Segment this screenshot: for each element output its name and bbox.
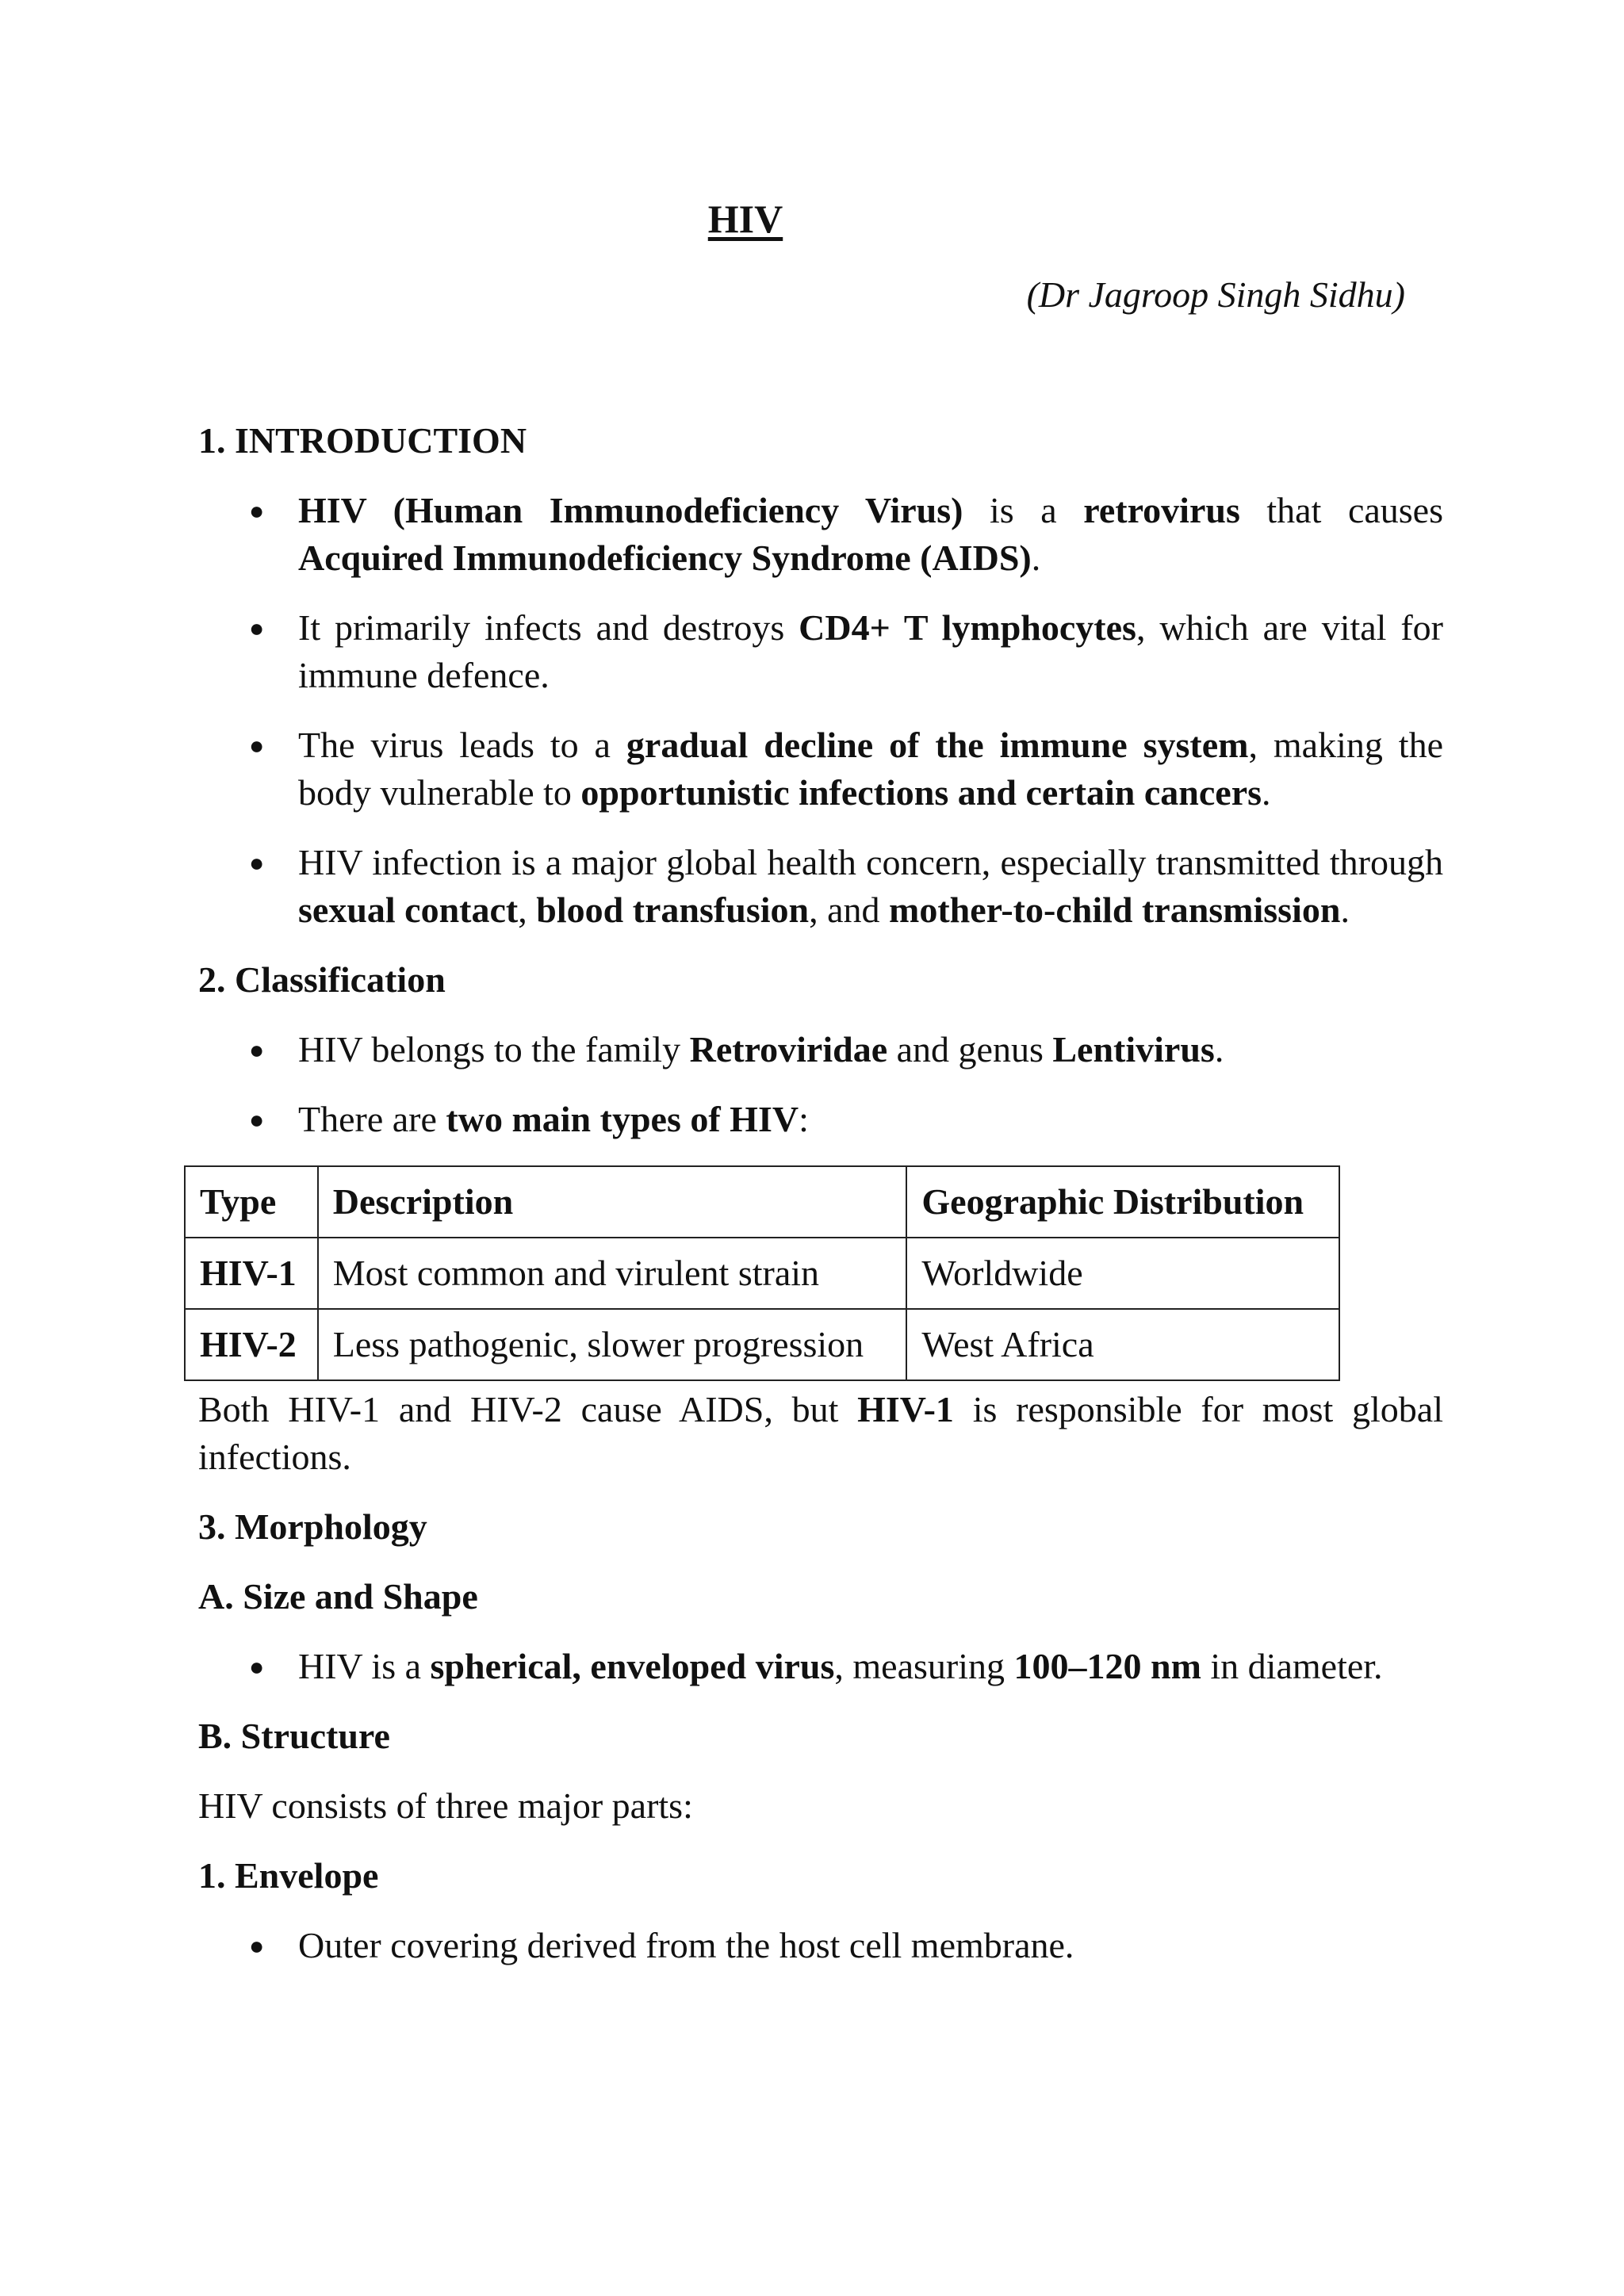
bold-text: 100–120 nm	[1013, 1646, 1201, 1686]
table-cell-distribution: Worldwide	[906, 1238, 1339, 1309]
classification-bullet-list	[198, 1026, 1443, 1143]
author-name: (Dr Jagroop Singh Sidhu)	[1026, 274, 1405, 315]
bullet-icon: ●	[249, 1931, 265, 1960]
table-row	[185, 1309, 1339, 1380]
text-run: that causes	[1239, 490, 1443, 530]
list-item	[198, 839, 1443, 934]
size-bullet-list	[198, 1643, 1443, 1690]
text-run: is responsible for most global infections.	[198, 1389, 1443, 1477]
subheading-size-shape: A. Size and Shape	[198, 1576, 478, 1617]
subheading-structure: B. Structure	[198, 1716, 390, 1756]
bold-text: CD4+ T lymphocytes	[799, 607, 1136, 648]
subheading-envelope: 1. Envelope	[198, 1855, 379, 1896]
table-cell-type: HIV-2	[185, 1309, 318, 1380]
bold-text: blood transfusion	[536, 890, 810, 930]
bold-text: gradual decline of the immune system	[626, 725, 1249, 765]
text-run: is a	[963, 490, 1084, 530]
table-cell-type: HIV-1	[185, 1238, 318, 1309]
bullet-icon: ●	[249, 1652, 265, 1681]
bold-text: HIV (Human Immunodeficiency Virus)	[298, 490, 963, 530]
structure-paragraph: HIV consists of three major parts:	[198, 1785, 693, 1826]
text-run: , and	[809, 890, 890, 930]
document-body	[198, 417, 1443, 1992]
intro-bullet-list	[198, 487, 1443, 934]
text-run: , making the body vulnerable to	[298, 725, 1443, 813]
section-heading-introduction: 1. INTRODUCTION	[198, 420, 527, 461]
text-run: Both HIV-1 and HIV-2 cause AIDS, but	[198, 1389, 858, 1429]
list-item	[198, 487, 1443, 582]
bold-text: Acquired Immunodeficiency Syndrome (AIDS)	[298, 538, 1032, 578]
section-heading-morphology: 3. Morphology	[198, 1506, 427, 1547]
bold-text: retrovirus	[1083, 490, 1240, 530]
text-run: .	[1262, 772, 1271, 813]
text-run: .	[1031, 538, 1041, 578]
list-item	[198, 1096, 1443, 1143]
list-item	[198, 1922, 1443, 1969]
bold-text: opportunistic infections and certain cancers	[580, 772, 1262, 813]
hiv-types-table	[184, 1165, 1340, 1381]
bold-text: HIV-1	[857, 1389, 954, 1429]
text-run: .	[1214, 1029, 1224, 1070]
table-cell-description: Less pathogenic, slower progression	[318, 1309, 907, 1380]
table-header-cell: Type	[185, 1166, 318, 1238]
text-run: ,	[518, 890, 537, 930]
table-cell-description: Most common and virulent strain	[318, 1238, 907, 1309]
document-title: HIV	[707, 197, 783, 241]
text-run: Outer covering derived from the host cell membrane.	[298, 1925, 1074, 1965]
table-cell-distribution: West Africa	[906, 1309, 1339, 1380]
text-run: :	[799, 1099, 809, 1139]
text-run: HIV is a	[298, 1646, 431, 1686]
bullet-icon: ●	[249, 731, 265, 760]
bullet-icon: ●	[249, 496, 265, 525]
text-run: , which are vital for immune defence.	[298, 607, 1444, 695]
text-run: It primarily infects and destroys	[298, 607, 799, 648]
bold-text: Retroviridae	[689, 1029, 888, 1070]
envelope-bullet-list	[198, 1922, 1443, 1969]
text-run: HIV belongs to the family	[298, 1029, 690, 1070]
text-run: HIV infection is a major global health concern, especially transmitted through	[298, 842, 1443, 882]
bullet-icon: ●	[249, 848, 265, 877]
bold-text: spherical, enveloped virus	[430, 1646, 835, 1686]
list-item	[198, 1026, 1443, 1073]
section-heading-classification: 2. Classification	[198, 959, 446, 1000]
bullet-icon: ●	[249, 1035, 265, 1064]
table-header-row	[185, 1166, 1339, 1238]
table-row	[185, 1238, 1339, 1309]
bullet-icon: ●	[249, 614, 265, 642]
bold-text: Lentivirus	[1052, 1029, 1215, 1070]
list-item	[198, 604, 1443, 699]
bullet-icon: ●	[249, 1105, 265, 1134]
bold-text: mother-to-child transmission	[889, 890, 1341, 930]
list-item	[198, 721, 1443, 817]
list-item	[198, 1643, 1443, 1690]
table-header-cell: Description	[318, 1166, 907, 1238]
table-header-cell: Geographic Distribution	[906, 1166, 1339, 1238]
text-run: .	[1340, 890, 1350, 930]
text-run: There are	[298, 1099, 446, 1139]
text-run: , measuring	[834, 1646, 1014, 1686]
text-run: in diameter.	[1201, 1646, 1383, 1686]
table-summary-paragraph	[198, 1386, 1443, 1481]
text-run: and genus	[887, 1029, 1053, 1070]
bold-text: two main types of HIV	[446, 1099, 799, 1139]
bold-text: sexual contact	[298, 890, 519, 930]
text-run: The virus leads to a	[298, 725, 626, 765]
